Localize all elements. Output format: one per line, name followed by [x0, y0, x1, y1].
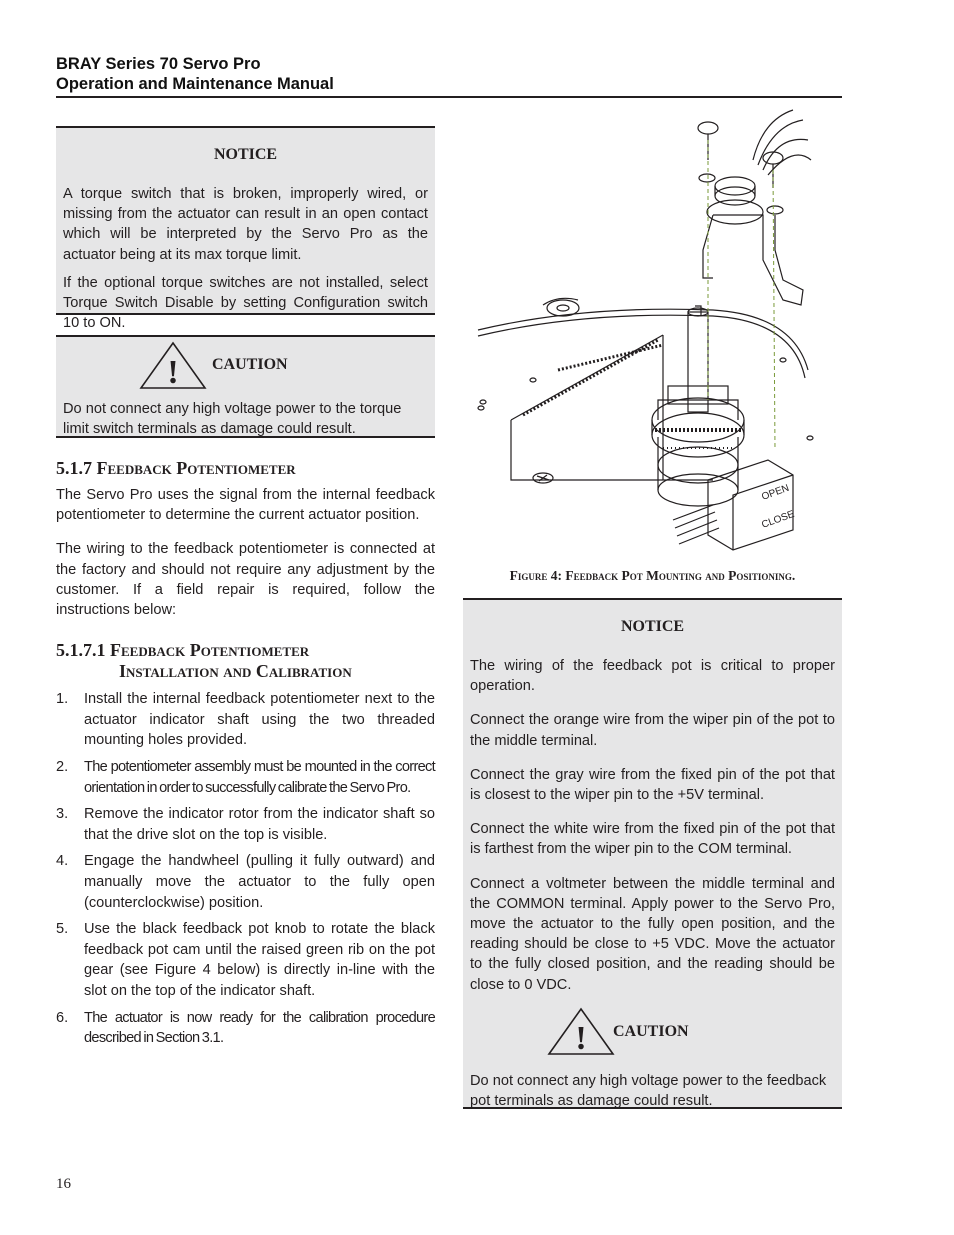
- step-number: 6.: [56, 1009, 69, 1026]
- feedback-pot-illustration: [463, 100, 842, 560]
- terminal-label-open: OPEN: [760, 482, 791, 503]
- list-item: [56, 804, 435, 845]
- step-text: Engage the handwheel (pulling it fully outward) and manually move the actuator to the fully open (counterclockwise) position.: [84, 853, 435, 911]
- step-text: Install the internal feedback potentiometer next to the actuator indicator shaft using the two threaded mounting holes provided.: [84, 691, 435, 749]
- caution-header: [63, 341, 428, 393]
- subsection-title-line2: Installation and Calibration: [119, 661, 352, 682]
- warning-triangle-icon: [547, 1007, 615, 1056]
- notice-title: NOTICE: [213, 146, 278, 163]
- caution-header: [470, 1005, 835, 1065]
- caution-label: CAUTION: [212, 356, 288, 373]
- caution-box-torque: [56, 335, 435, 438]
- subsection-title-line1: Feedback Potentiometer: [110, 640, 310, 661]
- warning-triangle-icon: [139, 341, 207, 390]
- header-title: BRAY Series 70 Servo Pro: [56, 55, 261, 73]
- step-text: Use the black feedback pot knob to rotate the black feedback pot cam until the raised green rib on the pot gear (see Figure 4 below) is directly in-line with the slot on the top of the indicator shaft.: [84, 921, 435, 999]
- section-number: 5.1.7: [56, 458, 92, 478]
- notice-paragraph: Connect the gray wire from the fixed pin of the pot that is closest to the wiper pin to the +5V terminal.: [470, 766, 835, 804]
- step-number: 2.: [56, 759, 69, 775]
- subsection-number: 5.1.7.1: [56, 640, 106, 661]
- notice-paragraph: Connect a voltmeter between the middle terminal and the COMMON terminal. Apply power to the Servo Pro, move the actuator to the fully open position, and the reading should be close to +5 VDC. Move the actuator to the fully closed position, and the reading should be close to 0 VDC.: [470, 875, 835, 993]
- section-heading-5-1-7: [56, 457, 435, 479]
- svg-text:!: !: [167, 354, 179, 390]
- body-paragraph: The wiring to the feedback potentiometer is connected at the factory and should not require any adjustment by the customer. If a field repair is required, follow the instructions below:: [56, 541, 435, 619]
- page-number: 16: [56, 1176, 71, 1192]
- section-title: Feedback Potentiometer: [96, 458, 296, 478]
- notice-paragraph: Connect the orange wire from the wiper pin of the pot to the middle terminal.: [470, 712, 835, 749]
- step-number: 3.: [56, 806, 69, 823]
- figure-caption: Figure 4: Feedback Pot Mounting and Positioning.: [509, 568, 796, 583]
- list-item: [56, 1008, 435, 1049]
- section-heading-5-1-7-1: [56, 640, 435, 682]
- notice-box-feedback-pot: [463, 598, 842, 1109]
- calibration-steps-list: [56, 689, 435, 1049]
- step-number: 1.: [56, 691, 69, 708]
- notice-paragraph: A torque switch that is broken, improperly wired, or missing from the actuator can result in an open contact which will be interpreted by the Servo Pro as the actuator being at its max torque limit.: [63, 186, 428, 263]
- notice-paragraph: The wiring of the feedback pot is critical to proper operation.: [470, 658, 835, 695]
- left-column: [56, 126, 435, 1055]
- notice-title: NOTICE: [620, 618, 685, 635]
- notice-box-torque: [56, 126, 435, 332]
- body-paragraph: The Servo Pro uses the signal from the internal feedback potentiometer to determine the current actuator position.: [56, 487, 435, 524]
- notice-paragraph: Connect the white wire from the fixed pin of the pot that is farthest from the wiper pin to the COM terminal.: [470, 821, 835, 858]
- step-number: 5.: [56, 921, 69, 938]
- step-text: Remove the indicator rotor from the indicator shaft so that the drive slot on the top is visible.: [84, 806, 435, 843]
- step-number: 4.: [56, 853, 69, 870]
- step-text: The potentiometer assembly must be mounted in the correct orientation in order to successfully calibrate the Servo Pro.: [84, 759, 435, 796]
- list-item: [56, 757, 435, 798]
- right-column: [463, 100, 842, 560]
- caution-text: Do not connect any high voltage power to the feedback pot terminals as damage could result.: [470, 1072, 827, 1110]
- list-item: [56, 851, 435, 913]
- terminal-label-close: CLOSE: [760, 508, 796, 531]
- header-rule: [56, 96, 842, 98]
- notice-paragraph: If the optional torque switches are not installed, select Torque Switch Disable by setting Configuration switch 10 to ON.: [63, 274, 428, 332]
- svg-text:!: !: [575, 1019, 587, 1056]
- feedback-pot-figure: [463, 100, 842, 560]
- list-item: [56, 919, 435, 1001]
- caution-label: CAUTION: [613, 1022, 689, 1040]
- page-header: [56, 54, 842, 94]
- step-text: The actuator is now ready for the calibration procedure described in Section 3.1.: [84, 1009, 435, 1047]
- caution-text: Do not connect any high voltage power to the torque limit switch terminals as damage could result.: [63, 401, 402, 438]
- list-item: [56, 689, 435, 751]
- header-subtitle: Operation and Maintenance Manual: [56, 75, 334, 93]
